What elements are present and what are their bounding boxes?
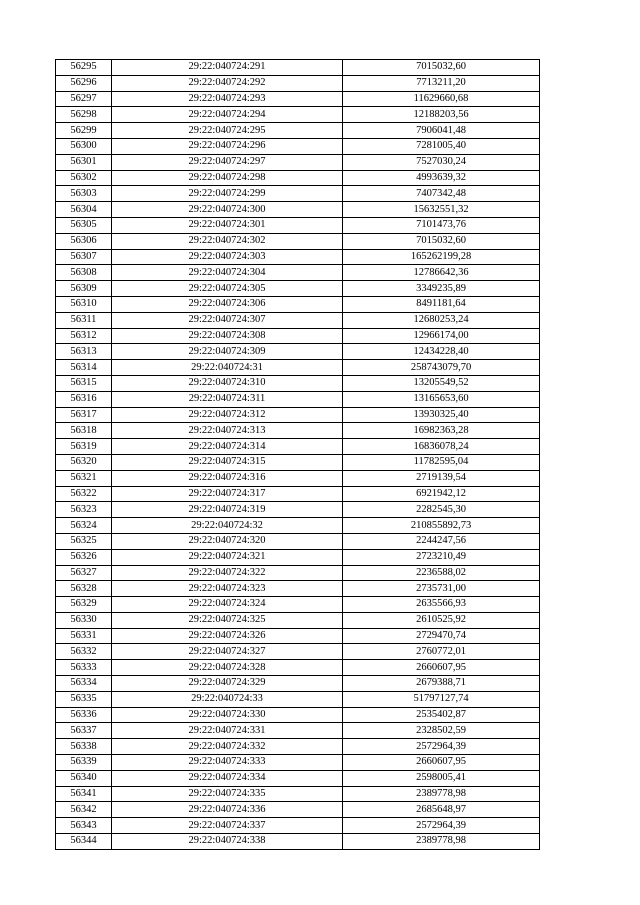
cadastral-number-cell: 29:22:040724:298 [112,170,343,186]
table-row [56,470,540,486]
cadastral-value-cell: 12188203,56 [343,107,540,123]
table-row [56,281,540,297]
cadastral-number-cell: 29:22:040724:333 [112,755,343,771]
cadastral-value-cell: 2598005,41 [343,770,540,786]
cadastral-number-cell: 29:22:040724:324 [112,597,343,613]
table-row [56,533,540,549]
cadastral-number-cell: 29:22:040724:337 [112,818,343,834]
cadastral-value-cell: 2719139,54 [343,470,540,486]
cadastral-number-cell: 29:22:040724:304 [112,265,343,281]
cadastral-number-cell: 29:22:040724:299 [112,186,343,202]
table-row [56,75,540,91]
cadastral-number-cell: 29:22:040724:323 [112,581,343,597]
cadastral-value-cell: 2244247,56 [343,533,540,549]
row-number-cell: 56316 [56,391,112,407]
cadastral-number-cell: 29:22:040724:317 [112,486,343,502]
table-row [56,312,540,328]
row-number-cell: 56308 [56,265,112,281]
cadastral-number-cell: 29:22:040724:335 [112,786,343,802]
cadastral-value-cell: 258743079,70 [343,360,540,376]
cadastral-number-cell: 29:22:040724:306 [112,296,343,312]
cadastral-value-cell: 2685648,97 [343,802,540,818]
row-number-cell: 56296 [56,75,112,91]
cadastral-number-cell: 29:22:040724:316 [112,470,343,486]
row-number-cell: 56297 [56,91,112,107]
cadastral-value-cell: 13930325,40 [343,407,540,423]
row-number-cell: 56301 [56,154,112,170]
cadastral-value-cell: 7101473,76 [343,217,540,233]
cadastral-number-cell: 29:22:040724:32 [112,518,343,534]
row-number-cell: 56318 [56,423,112,439]
table-row [56,802,540,818]
table-row [56,154,540,170]
table-row [56,249,540,265]
table-row [56,375,540,391]
cadastral-number-cell: 29:22:040724:309 [112,344,343,360]
cadastral-number-cell: 29:22:040724:310 [112,375,343,391]
cadastral-number-cell: 29:22:040724:311 [112,391,343,407]
table-row [56,186,540,202]
cadastral-number-cell: 29:22:040724:326 [112,628,343,644]
table-row [56,60,540,76]
row-number-cell: 56329 [56,597,112,613]
table-body [56,60,540,850]
cadastral-number-cell: 29:22:040724:312 [112,407,343,423]
cadastral-value-cell: 2535402,87 [343,707,540,723]
cadastral-value-cell: 7407342,48 [343,186,540,202]
row-number-cell: 56295 [56,60,112,76]
cadastral-value-cell: 15632551,32 [343,202,540,218]
cadastral-value-cell: 2729470,74 [343,628,540,644]
table-row [56,834,540,850]
cadastral-number-cell: 29:22:040724:338 [112,834,343,850]
table-row [56,676,540,692]
cadastral-value-cell: 11629660,68 [343,91,540,107]
cadastral-value-cell: 2572964,39 [343,818,540,834]
cadastral-value-cell: 51797127,74 [343,691,540,707]
cadastral-value-cell: 2635566,93 [343,597,540,613]
cadastral-value-cell: 2610525,92 [343,612,540,628]
table-row [56,328,540,344]
cadastral-value-cell: 7281005,40 [343,138,540,154]
row-number-cell: 56313 [56,344,112,360]
table-row [56,723,540,739]
table-row [56,344,540,360]
cadastral-number-cell: 29:22:040724:322 [112,565,343,581]
cadastral-value-cell: 12434228,40 [343,344,540,360]
cadastral-value-cell: 6921942,12 [343,486,540,502]
table-row [56,233,540,249]
table-row [56,691,540,707]
row-number-cell: 56343 [56,818,112,834]
table-row [56,296,540,312]
row-number-cell: 56334 [56,676,112,692]
row-number-cell: 56333 [56,660,112,676]
cadastral-number-cell: 29:22:040724:305 [112,281,343,297]
row-number-cell: 56317 [56,407,112,423]
cadastral-value-cell: 2660607,95 [343,755,540,771]
table-row [56,518,540,534]
row-number-cell: 56337 [56,723,112,739]
cadastral-number-cell: 29:22:040724:320 [112,533,343,549]
table-row [56,423,540,439]
cadastral-number-cell: 29:22:040724:336 [112,802,343,818]
row-number-cell: 56326 [56,549,112,565]
row-number-cell: 56342 [56,802,112,818]
table-row [56,612,540,628]
cadastral-number-cell: 29:22:040724:330 [112,707,343,723]
row-number-cell: 56307 [56,249,112,265]
row-number-cell: 56310 [56,296,112,312]
cadastral-value-cell: 7906041,48 [343,123,540,139]
table-row [56,644,540,660]
cadastral-number-cell: 29:22:040724:300 [112,202,343,218]
row-number-cell: 56341 [56,786,112,802]
cadastral-value-cell: 2679388,71 [343,676,540,692]
table-row [56,486,540,502]
row-number-cell: 56309 [56,281,112,297]
row-number-cell: 56300 [56,138,112,154]
cadastral-number-cell: 29:22:040724:315 [112,454,343,470]
cadastral-number-cell: 29:22:040724:31 [112,360,343,376]
row-number-cell: 56315 [56,375,112,391]
cadastral-value-cell: 2389778,98 [343,834,540,850]
cadastral-number-cell: 29:22:040724:292 [112,75,343,91]
cadastral-value-cell: 2660607,95 [343,660,540,676]
table-row [56,739,540,755]
row-number-cell: 56311 [56,312,112,328]
cadastral-number-cell: 29:22:040724:313 [112,423,343,439]
table-row [56,454,540,470]
cadastral-value-cell: 2572964,39 [343,739,540,755]
cadastral-value-cell: 12680253,24 [343,312,540,328]
cadastral-number-cell: 29:22:040724:329 [112,676,343,692]
row-number-cell: 56306 [56,233,112,249]
cadastral-value-cell: 7015032,60 [343,60,540,76]
cadastral-value-cell: 2328502,59 [343,723,540,739]
cadastral-number-cell: 29:22:040724:332 [112,739,343,755]
cadastral-number-cell: 29:22:040724:307 [112,312,343,328]
table-row [56,660,540,676]
table-row [56,391,540,407]
table-row [56,707,540,723]
table-row [56,265,540,281]
cadastral-value-cell: 16982363,28 [343,423,540,439]
row-number-cell: 56304 [56,202,112,218]
cadastral-number-cell: 29:22:040724:314 [112,439,343,455]
cadastral-number-cell: 29:22:040724:295 [112,123,343,139]
cadastral-number-cell: 29:22:040724:303 [112,249,343,265]
cadastral-value-cell: 2735731,00 [343,581,540,597]
cadastral-number-cell: 29:22:040724:321 [112,549,343,565]
table-row [56,502,540,518]
table-row [56,770,540,786]
cadastral-value-table [55,59,540,850]
row-number-cell: 56344 [56,834,112,850]
row-number-cell: 56312 [56,328,112,344]
cadastral-number-cell: 29:22:040724:331 [112,723,343,739]
cadastral-number-cell: 29:22:040724:296 [112,138,343,154]
table-row [56,202,540,218]
cadastral-value-cell: 2236588,02 [343,565,540,581]
row-number-cell: 56338 [56,739,112,755]
row-number-cell: 56340 [56,770,112,786]
cadastral-value-cell: 13205549,52 [343,375,540,391]
cadastral-value-cell: 12786642,36 [343,265,540,281]
row-number-cell: 56302 [56,170,112,186]
row-number-cell: 56303 [56,186,112,202]
row-number-cell: 56327 [56,565,112,581]
row-number-cell: 56314 [56,360,112,376]
cadastral-number-cell: 29:22:040724:302 [112,233,343,249]
cadastral-value-cell: 13165653,60 [343,391,540,407]
cadastral-value-cell: 8491181,64 [343,296,540,312]
cadastral-value-cell: 4993639,32 [343,170,540,186]
table-row [56,565,540,581]
table-row [56,91,540,107]
row-number-cell: 56305 [56,217,112,233]
cadastral-value-cell: 3349235,89 [343,281,540,297]
table-row [56,217,540,233]
cadastral-number-cell: 29:22:040724:308 [112,328,343,344]
cadastral-number-cell: 29:22:040724:294 [112,107,343,123]
row-number-cell: 56299 [56,123,112,139]
cadastral-number-cell: 29:22:040724:291 [112,60,343,76]
cadastral-value-cell: 12966174,00 [343,328,540,344]
cadastral-number-cell: 29:22:040724:334 [112,770,343,786]
cadastral-value-cell: 210855892,73 [343,518,540,534]
cadastral-number-cell: 29:22:040724:301 [112,217,343,233]
cadastral-value-cell: 7713211,20 [343,75,540,91]
table-row [56,549,540,565]
cadastral-number-cell: 29:22:040724:327 [112,644,343,660]
row-number-cell: 56330 [56,612,112,628]
table-row [56,597,540,613]
cadastral-number-cell: 29:22:040724:293 [112,91,343,107]
cadastral-value-cell: 7015032,60 [343,233,540,249]
table-row [56,628,540,644]
cadastral-value-cell: 16836078,24 [343,439,540,455]
row-number-cell: 56322 [56,486,112,502]
table-row [56,107,540,123]
table-row [56,360,540,376]
cadastral-value-cell: 7527030,24 [343,154,540,170]
cadastral-value-cell: 11782595,04 [343,454,540,470]
cadastral-number-cell: 29:22:040724:325 [112,612,343,628]
cadastral-value-cell: 165262199,28 [343,249,540,265]
row-number-cell: 56298 [56,107,112,123]
table-row [56,581,540,597]
cadastral-value-cell: 2723210,49 [343,549,540,565]
row-number-cell: 56336 [56,707,112,723]
table-row [56,138,540,154]
row-number-cell: 56328 [56,581,112,597]
table-row [56,123,540,139]
cadastral-number-cell: 29:22:040724:319 [112,502,343,518]
row-number-cell: 56325 [56,533,112,549]
table-row [56,439,540,455]
row-number-cell: 56339 [56,755,112,771]
table-row [56,755,540,771]
table-row [56,786,540,802]
cadastral-number-cell: 29:22:040724:33 [112,691,343,707]
cadastral-value-cell: 2389778,98 [343,786,540,802]
cadastral-number-cell: 29:22:040724:328 [112,660,343,676]
row-number-cell: 56319 [56,439,112,455]
row-number-cell: 56332 [56,644,112,660]
cadastral-number-cell: 29:22:040724:297 [112,154,343,170]
row-number-cell: 56321 [56,470,112,486]
row-number-cell: 56323 [56,502,112,518]
table-row [56,407,540,423]
cadastral-value-cell: 2282545,30 [343,502,540,518]
table-row [56,818,540,834]
row-number-cell: 56331 [56,628,112,644]
row-number-cell: 56320 [56,454,112,470]
row-number-cell: 56324 [56,518,112,534]
row-number-cell: 56335 [56,691,112,707]
cadastral-value-cell: 2760772,01 [343,644,540,660]
table-row [56,170,540,186]
